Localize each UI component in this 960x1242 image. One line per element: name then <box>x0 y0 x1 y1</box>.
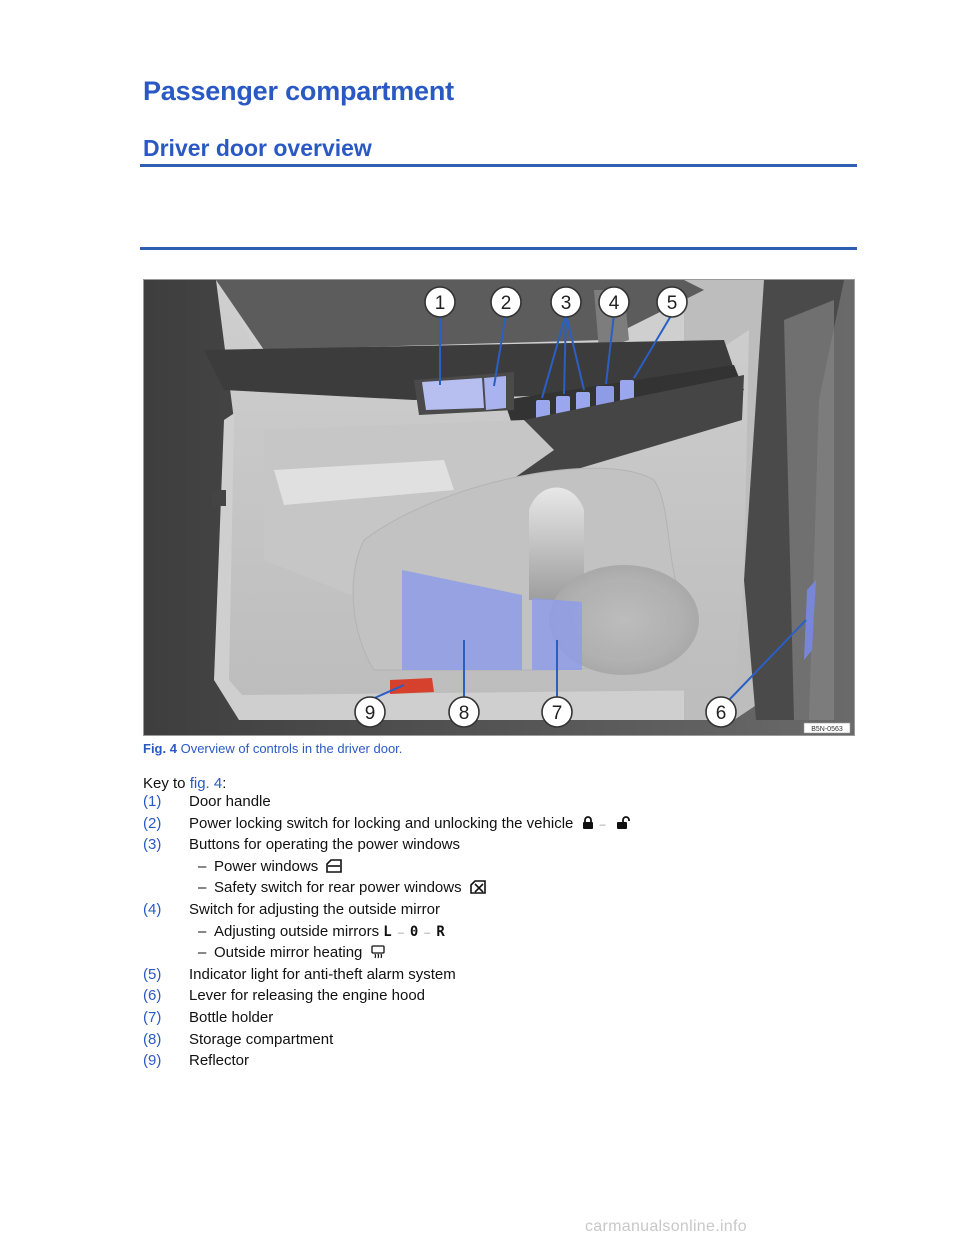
subitem-dash: – <box>198 922 207 940</box>
mirror-heating-icon <box>371 945 385 959</box>
key-item-2 <box>143 813 843 835</box>
subitem-dash: – <box>198 879 207 897</box>
key-subitem-3-2 <box>143 877 843 899</box>
site-watermark: carmanualsonline.info <box>585 1218 747 1235</box>
callout-label-3: 3 <box>560 293 572 314</box>
key-list <box>143 791 843 1072</box>
key-text-4: Switch for adjusting the outside mirror <box>189 900 440 918</box>
callout-label-1: 1 <box>434 293 446 314</box>
callout-label-8: 8 <box>458 703 470 724</box>
key-text-3: Buttons for operating the power windows <box>189 836 460 854</box>
speaker-inner <box>569 582 679 658</box>
key-text-9: Reflector <box>189 1052 250 1070</box>
key-subtext-3-1: Power windows <box>214 857 319 875</box>
callout-label-6: 6 <box>715 703 727 724</box>
key-subitem-4-2 <box>143 942 843 964</box>
key-number-6[interactable]: (6) <box>143 987 162 1005</box>
power-window-icon <box>326 859 342 873</box>
callout-label-4: 4 <box>608 293 620 314</box>
rear-window-lock-icon <box>470 880 486 894</box>
door-hinge <box>212 490 226 506</box>
key-item-3 <box>143 834 843 856</box>
subitem-dash: – <box>198 944 207 962</box>
key-number-7[interactable]: (7) <box>143 1008 162 1026</box>
callout-label-2: 2 <box>500 293 512 314</box>
figure-caption-text: Overview of controls in the driver door. <box>180 741 403 756</box>
callout-label-5: 5 <box>666 293 678 314</box>
section-rule-bottom <box>140 247 857 250</box>
mirror-off-symbol: 0 <box>409 923 419 940</box>
key-text-7: Bottle holder <box>189 1008 274 1026</box>
key-item-6 <box>143 985 843 1007</box>
page-title: Passenger compartment <box>143 76 454 106</box>
key-subtext-4-1: Adjusting outside mirrors <box>214 922 380 940</box>
key-text-2: Power locking switch for locking and unlocking the vehicle <box>189 814 574 832</box>
key-text-1: Door handle <box>189 793 271 810</box>
section-title: Driver door overview <box>143 135 372 161</box>
key-subitem-3-1 <box>143 856 843 878</box>
key-text-8: Storage compartment <box>189 1030 334 1048</box>
reflector <box>390 678 434 694</box>
figure-caption-label: Fig. 4 <box>143 741 177 756</box>
key-text-6: Lever for releasing the engine hood <box>189 987 426 1005</box>
key-intro <box>143 775 226 792</box>
mirror-right-symbol: R <box>436 923 445 940</box>
separator-mirror-2: – <box>424 926 431 939</box>
key-number-8[interactable]: (8) <box>143 1030 162 1048</box>
key-subitem-4-1 <box>143 921 843 943</box>
figure-code: B5N-0563 <box>811 726 843 733</box>
key-item-1 <box>143 791 843 813</box>
key-number-5[interactable]: (5) <box>143 965 162 983</box>
key-number-9[interactable]: (9) <box>143 1052 162 1070</box>
figure-caption <box>143 741 402 756</box>
callout-label-9: 9 <box>364 703 376 724</box>
key-item-7 <box>143 1007 843 1029</box>
lock-closed-icon <box>582 816 594 830</box>
lock-open-icon <box>616 816 630 830</box>
key-item-5 <box>143 964 843 986</box>
key-intro-suffix: : <box>222 775 227 792</box>
key-subtext-3-2: Safety switch for rear power windows <box>214 879 462 897</box>
key-text-5: Indicator light for anti-theft alarm system <box>189 965 456 983</box>
key-number-4[interactable]: (4) <box>143 900 162 918</box>
key-number-1[interactable]: (1) <box>143 793 162 810</box>
figure-reference-link[interactable]: fig. 4 <box>189 775 223 792</box>
driver-door-figure <box>143 279 855 736</box>
callout-label-7: 7 <box>551 703 563 724</box>
key-subtext-4-2: Outside mirror heating <box>214 944 363 962</box>
section-rule-top <box>140 164 857 167</box>
door-handle-highlight <box>422 378 484 410</box>
mirror-left-symbol: L <box>383 923 392 940</box>
key-intro-prefix: Key to <box>143 775 190 792</box>
key-item-8 <box>143 1029 843 1051</box>
key-number-3[interactable]: (3) <box>143 836 162 854</box>
key-item-9 <box>143 1050 843 1072</box>
subitem-dash: – <box>198 857 207 875</box>
separator-lock: – <box>599 818 606 831</box>
separator-mirror-1: – <box>397 926 404 939</box>
driver-door-illustration <box>144 280 854 735</box>
key-item-4 <box>143 899 843 921</box>
key-number-2[interactable]: (2) <box>143 814 162 832</box>
